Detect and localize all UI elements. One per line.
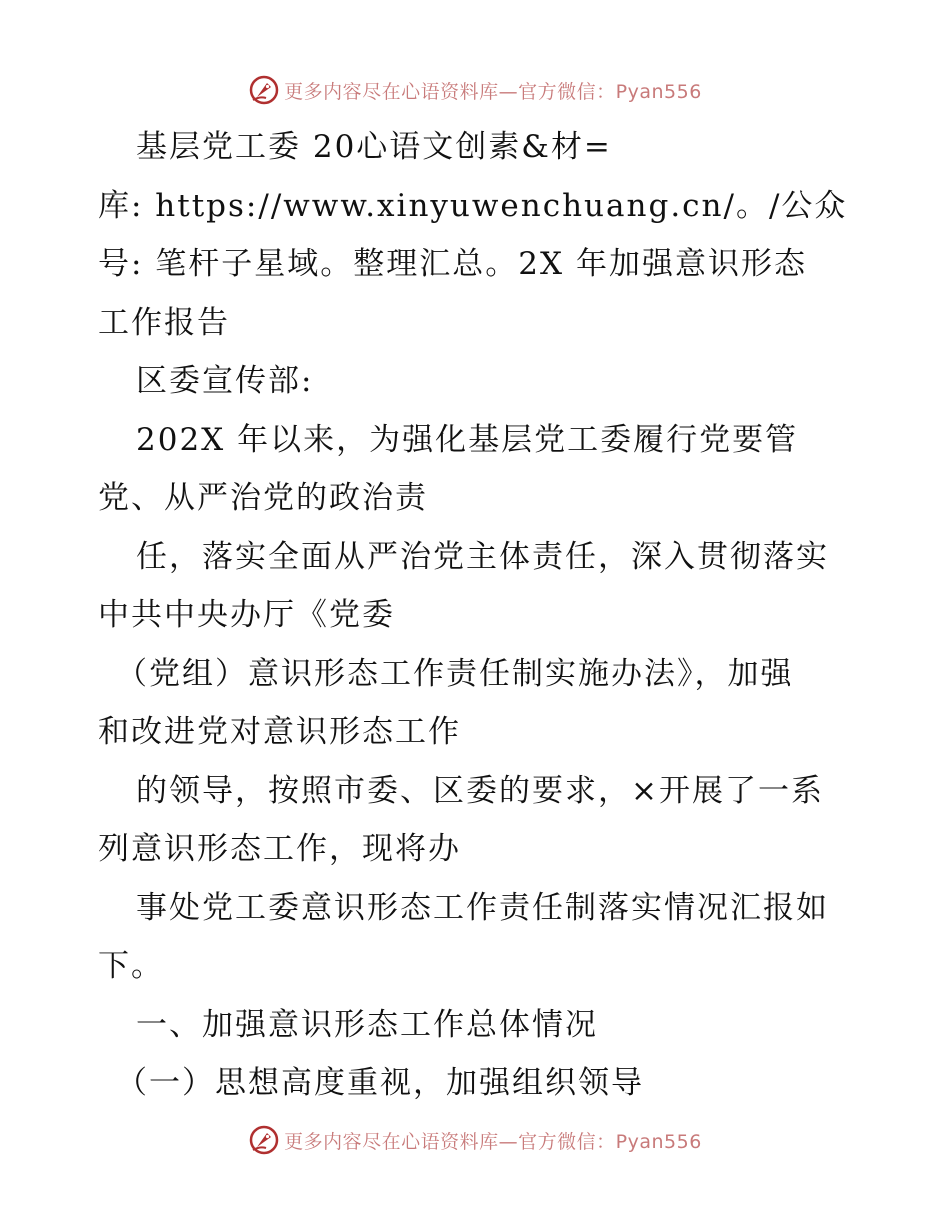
doc-line: 202X 年以来，为强化基层党工委履行党要管 (136, 421, 799, 458)
doc-line: 中共中央办厅《党委 (98, 597, 395, 633)
doc-line: 党、从严治党的政治责 (98, 480, 428, 516)
doc-line: 列意识形态工作，现将办 (98, 831, 461, 867)
doc-line: 下。 (98, 948, 164, 984)
doc-line: 号: 笔杆子星域。整理汇总。2X 年加强意识形态 (98, 246, 807, 282)
doc-line: 区委宣传部: (136, 363, 314, 399)
doc-line: 基层党工委 20心语文创素&材= (136, 129, 612, 165)
doc-line: 的领导，按照市委、区委的要求，×开展了一系 (136, 772, 824, 809)
doc-line: 和改进党对意识形态工作 (98, 714, 461, 750)
doc-line: 事处党工委意识形态工作责任制落实情况汇报如 (136, 889, 829, 926)
section-heading: 一、加强意识形态工作总体情况 (136, 1006, 598, 1043)
header-banner-text: 更多内容尽在心语资料库—官方微信：Pyan556 (284, 80, 702, 103)
footer-banner-text: 更多内容尽在心语资料库—官方微信：Pyan556 (284, 1130, 702, 1153)
subsection-heading: （一）思想高度重视，加强组织领导 (116, 1065, 644, 1101)
doc-line: （党组）意识形态工作责任制实施办法》，加强 (116, 655, 794, 692)
doc-line: 工作报告 (98, 304, 230, 341)
doc-line: 任，落实全面从严治党主体责任，深入贯彻落实 (136, 538, 829, 575)
pen-nib-logo-icon (248, 74, 280, 106)
footer-banner (0, 1120, 950, 1160)
header-banner (0, 70, 950, 110)
doc-line: 库: https://www.xinyuwenchuang.cn/。/公众 (98, 187, 848, 224)
pen-nib-logo-icon (248, 1124, 280, 1156)
document-body (98, 118, 858, 1113)
